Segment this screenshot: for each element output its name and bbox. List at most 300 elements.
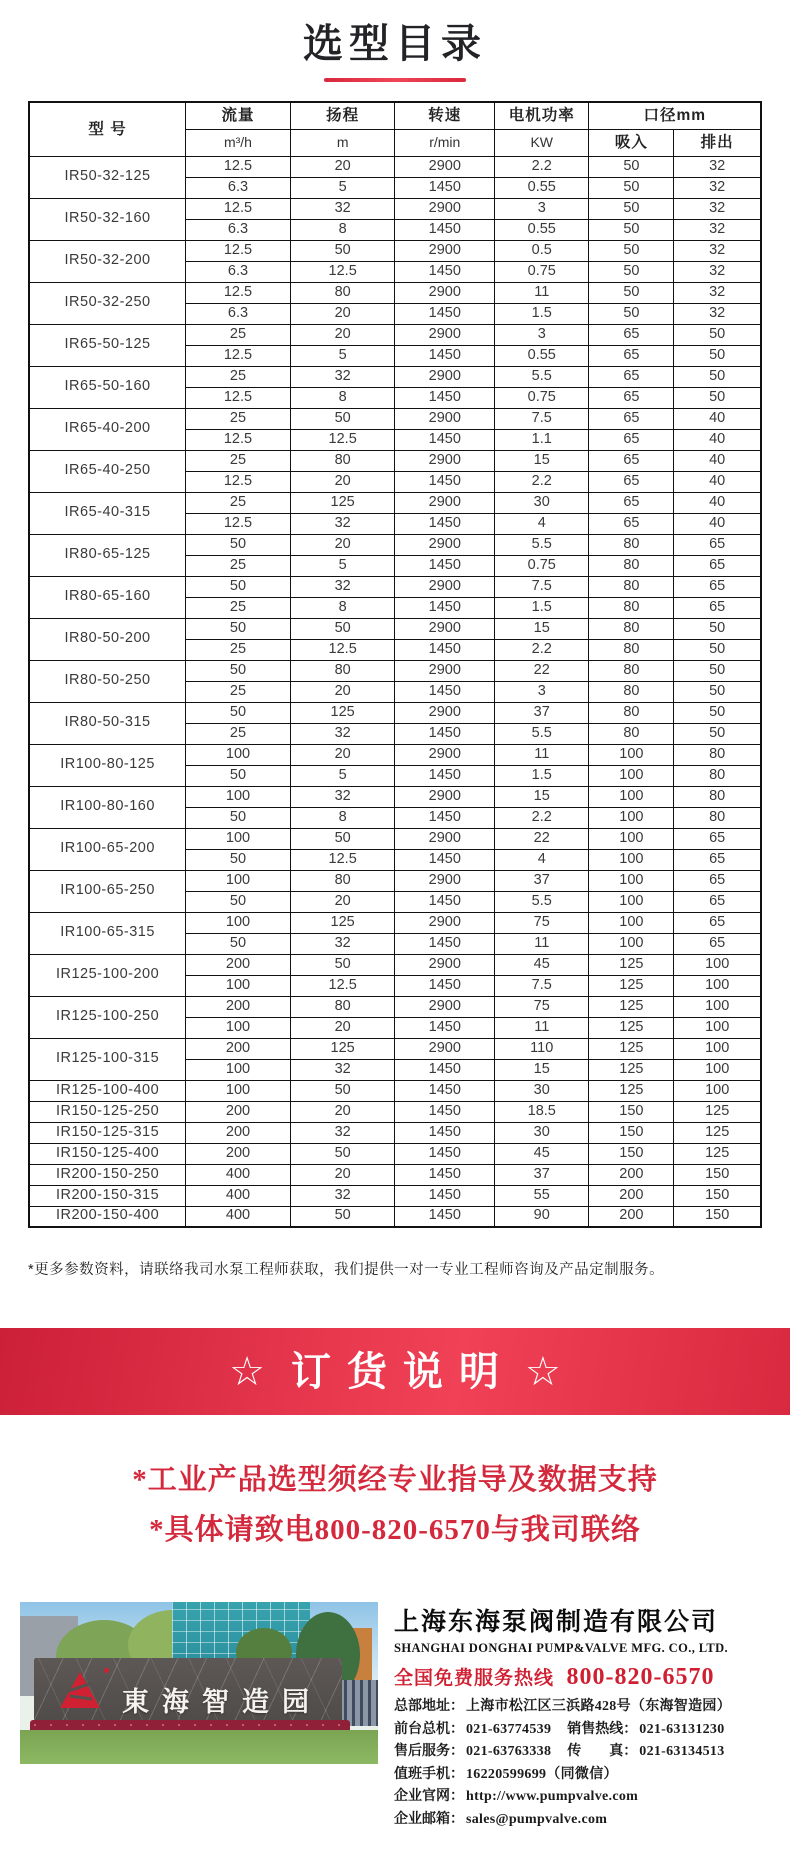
model-cell: IR100-80-125 — [29, 744, 186, 786]
value-cell: 125 — [589, 1080, 674, 1101]
value-cell: 50 — [290, 828, 395, 849]
value-cell: 32 — [290, 513, 395, 534]
value-cell: 1450 — [395, 387, 495, 408]
value-cell: 6.3 — [186, 303, 291, 324]
contact-label: 企业邮箱： — [394, 1811, 464, 1827]
value-cell: 125 — [674, 1143, 761, 1164]
value-cell: 12.5 — [290, 429, 395, 450]
value-cell: 45 — [495, 1143, 589, 1164]
value-cell: 80 — [290, 282, 395, 303]
title-underline — [324, 78, 466, 82]
value-cell: 90 — [495, 1206, 589, 1227]
value-cell: 1450 — [395, 1101, 495, 1122]
value-cell: 11 — [495, 1017, 589, 1038]
value-cell: 5.5 — [495, 534, 589, 555]
star-icon: ☆ — [229, 1349, 265, 1394]
value-cell: 1450 — [395, 891, 495, 912]
value-cell: 100 — [589, 744, 674, 765]
value-cell: 50 — [674, 387, 761, 408]
value-cell: 1450 — [395, 1164, 495, 1185]
value-cell: 12.5 — [186, 429, 291, 450]
value-cell: 65 — [674, 849, 761, 870]
contact-value: 021-63131230 — [639, 1721, 725, 1737]
value-cell: 200 — [186, 1038, 291, 1059]
value-cell: 75 — [495, 912, 589, 933]
value-cell: 50 — [186, 660, 291, 681]
value-cell: 65 — [674, 597, 761, 618]
value-cell: 100 — [674, 1017, 761, 1038]
value-cell: 50 — [290, 408, 395, 429]
value-cell: 125 — [589, 975, 674, 996]
model-cell: IR125-100-200 — [29, 954, 186, 996]
value-cell: 11 — [495, 933, 589, 954]
header-power: 电机功率 — [495, 102, 589, 129]
value-cell: 2900 — [395, 786, 495, 807]
table-row — [29, 702, 761, 723]
value-cell: 2900 — [395, 702, 495, 723]
value-cell: 2900 — [395, 198, 495, 219]
value-cell: 50 — [290, 240, 395, 261]
value-cell: 0.55 — [495, 177, 589, 198]
value-cell: 30 — [495, 1122, 589, 1143]
value-cell: 20 — [290, 156, 395, 177]
model-cell: IR50-32-250 — [29, 282, 186, 324]
value-cell: 1.5 — [495, 597, 589, 618]
value-cell: 1450 — [395, 429, 495, 450]
value-cell: 37 — [495, 702, 589, 723]
contact-value: http://www.pumpvalve.com — [466, 1789, 639, 1804]
value-cell: 40 — [674, 471, 761, 492]
value-cell: 32 — [674, 261, 761, 282]
order-banner-label: 订货说明 — [291, 1349, 515, 1394]
table-row — [29, 828, 761, 849]
value-cell: 80 — [674, 807, 761, 828]
header-discharge: 排出 — [674, 129, 761, 156]
value-cell: 2900 — [395, 954, 495, 975]
value-cell: 5.5 — [495, 891, 589, 912]
value-cell: 1450 — [395, 639, 495, 660]
value-cell: 100 — [589, 828, 674, 849]
value-cell: 5.5 — [495, 723, 589, 744]
value-cell: 1450 — [395, 261, 495, 282]
value-cell: 100 — [186, 1017, 291, 1038]
table-row — [29, 492, 761, 513]
value-cell: 32 — [290, 366, 395, 387]
value-cell: 2900 — [395, 912, 495, 933]
value-cell: 65 — [589, 408, 674, 429]
value-cell: 65 — [589, 429, 674, 450]
value-cell: 5 — [290, 555, 395, 576]
value-cell: 22 — [495, 828, 589, 849]
value-cell: 80 — [589, 681, 674, 702]
value-cell: 1450 — [395, 303, 495, 324]
value-cell: 50 — [186, 933, 291, 954]
value-cell: 75 — [495, 996, 589, 1017]
value-cell: 150 — [674, 1206, 761, 1227]
value-cell: 200 — [186, 996, 291, 1017]
header-flow: 流量 — [186, 102, 291, 129]
value-cell: 25 — [186, 639, 291, 660]
value-cell: 2900 — [395, 450, 495, 471]
contact-line — [394, 1786, 768, 1809]
value-cell: 2900 — [395, 744, 495, 765]
hotline-label: 全国免费服务热线 — [394, 1668, 555, 1689]
value-cell: 40 — [674, 492, 761, 513]
value-cell: 2900 — [395, 408, 495, 429]
value-cell: 65 — [589, 324, 674, 345]
value-cell: 100 — [589, 933, 674, 954]
value-cell: 32 — [674, 198, 761, 219]
value-cell: 2900 — [395, 1038, 495, 1059]
value-cell: 125 — [290, 702, 395, 723]
model-cell: IR200-150-400 — [29, 1206, 186, 1227]
value-cell: 1450 — [395, 723, 495, 744]
table-row — [29, 408, 761, 429]
value-cell: 50 — [674, 618, 761, 639]
order-notes — [0, 1455, 790, 1555]
value-cell: 2900 — [395, 366, 495, 387]
value-cell: 80 — [589, 618, 674, 639]
contact-label: 售后服务： — [394, 1744, 464, 1759]
value-cell: 100 — [186, 870, 291, 891]
value-cell: 32 — [674, 303, 761, 324]
table-row — [29, 1185, 761, 1206]
header-head-unit: m — [290, 129, 395, 156]
value-cell: 2900 — [395, 870, 495, 891]
value-cell: 25 — [186, 450, 291, 471]
value-cell: 2900 — [395, 996, 495, 1017]
model-cell: IR200-150-315 — [29, 1185, 186, 1206]
value-cell: 100 — [589, 765, 674, 786]
value-cell: 15 — [495, 618, 589, 639]
value-cell: 1450 — [395, 555, 495, 576]
value-cell: 4 — [495, 513, 589, 534]
order-banner — [0, 1328, 790, 1415]
value-cell: 50 — [589, 261, 674, 282]
model-cell: IR200-150-250 — [29, 1164, 186, 1185]
value-cell: 1450 — [395, 1185, 495, 1206]
value-cell: 37 — [495, 1164, 589, 1185]
header-suction: 吸入 — [589, 129, 674, 156]
value-cell: 125 — [589, 1059, 674, 1080]
value-cell: 100 — [589, 891, 674, 912]
value-cell: 1450 — [395, 765, 495, 786]
model-cell: IR65-40-200 — [29, 408, 186, 450]
table-body — [29, 156, 761, 1227]
company-name-en: SHANGHAI DONGHAI PUMP&VALVE MFG. CO., LTD. — [394, 1641, 729, 1655]
service-hotline — [394, 1663, 768, 1691]
value-cell: 8 — [290, 807, 395, 828]
value-cell: 15 — [495, 1059, 589, 1080]
value-cell: 20 — [290, 1164, 395, 1185]
value-cell: 1450 — [395, 513, 495, 534]
table-row — [29, 156, 761, 177]
value-cell: 20 — [290, 303, 395, 324]
value-cell: 32 — [290, 723, 395, 744]
value-cell: 25 — [186, 723, 291, 744]
value-cell: 25 — [186, 681, 291, 702]
value-cell: 65 — [589, 345, 674, 366]
contact-line — [394, 1764, 768, 1787]
value-cell: 65 — [674, 576, 761, 597]
value-cell: 12.5 — [186, 240, 291, 261]
table-header-row-1 — [29, 102, 761, 129]
value-cell: 32 — [674, 156, 761, 177]
value-cell: 100 — [674, 1038, 761, 1059]
value-cell: 80 — [674, 765, 761, 786]
value-cell: 100 — [589, 912, 674, 933]
table-row — [29, 996, 761, 1017]
value-cell: 2900 — [395, 618, 495, 639]
table-header — [29, 102, 761, 156]
value-cell: 20 — [290, 1017, 395, 1038]
contact-value: 021-63134513 — [639, 1744, 725, 1759]
value-cell: 40 — [674, 450, 761, 471]
value-cell: 11 — [495, 744, 589, 765]
contact-line — [394, 1809, 768, 1832]
value-cell: 1.5 — [495, 765, 589, 786]
value-cell: 50 — [290, 1143, 395, 1164]
value-cell: 125 — [290, 1038, 395, 1059]
table-row — [29, 366, 761, 387]
table-row — [29, 282, 761, 303]
value-cell: 65 — [674, 555, 761, 576]
table-row — [29, 870, 761, 891]
value-cell: 400 — [186, 1185, 291, 1206]
value-cell: 8 — [290, 597, 395, 618]
value-cell: 65 — [589, 366, 674, 387]
model-cell: IR125-100-400 — [29, 1080, 186, 1101]
value-cell: 50 — [674, 345, 761, 366]
value-cell: 65 — [589, 492, 674, 513]
value-cell: 80 — [674, 744, 761, 765]
park-sign-text: 東海智造园 — [122, 1687, 322, 1717]
value-cell: 50 — [290, 1206, 395, 1227]
value-cell: 2900 — [395, 324, 495, 345]
table-row — [29, 912, 761, 933]
value-cell: 50 — [589, 303, 674, 324]
value-cell: 125 — [589, 1017, 674, 1038]
value-cell: 50 — [186, 849, 291, 870]
value-cell: 20 — [290, 891, 395, 912]
value-cell: 100 — [674, 996, 761, 1017]
value-cell: 100 — [674, 1080, 761, 1101]
value-cell: 40 — [674, 513, 761, 534]
model-cell: IR80-65-160 — [29, 576, 186, 618]
value-cell: 80 — [589, 639, 674, 660]
value-cell: 32 — [674, 282, 761, 303]
value-cell: 65 — [674, 870, 761, 891]
contact-value: sales@pumpvalve.com — [466, 1811, 608, 1827]
value-cell: 25 — [186, 408, 291, 429]
value-cell: 125 — [589, 1038, 674, 1059]
contact-value: 021-63763338 — [466, 1744, 552, 1759]
value-cell: 100 — [186, 1059, 291, 1080]
value-cell: 200 — [186, 1101, 291, 1122]
table-row — [29, 324, 761, 345]
value-cell: 1450 — [395, 933, 495, 954]
star-icon: ☆ — [525, 1349, 561, 1394]
value-cell: 50 — [290, 618, 395, 639]
value-cell: 50 — [186, 702, 291, 723]
value-cell: 125 — [290, 912, 395, 933]
value-cell: 200 — [589, 1206, 674, 1227]
value-cell: 20 — [290, 534, 395, 555]
contact-label: 企业官网： — [394, 1789, 464, 1804]
value-cell: 200 — [589, 1185, 674, 1206]
value-cell: 20 — [290, 471, 395, 492]
value-cell: 1450 — [395, 471, 495, 492]
value-cell: 100 — [186, 744, 291, 765]
value-cell: 0.75 — [495, 555, 589, 576]
value-cell: 37 — [495, 870, 589, 891]
value-cell: 100 — [186, 1080, 291, 1101]
model-cell: IR80-50-315 — [29, 702, 186, 744]
value-cell: 65 — [674, 891, 761, 912]
value-cell: 80 — [290, 450, 395, 471]
value-cell: 125 — [674, 1122, 761, 1143]
contact-label: 总部地址： — [394, 1699, 464, 1714]
value-cell: 100 — [674, 975, 761, 996]
header-diameter: 口径mm — [589, 102, 761, 129]
table-row — [29, 1143, 761, 1164]
model-cell: IR150-125-400 — [29, 1143, 186, 1164]
title-section — [0, 0, 790, 82]
value-cell: 125 — [674, 1101, 761, 1122]
model-cell: IR80-50-250 — [29, 660, 186, 702]
value-cell: 2900 — [395, 660, 495, 681]
value-cell: 5 — [290, 177, 395, 198]
value-cell: 1450 — [395, 807, 495, 828]
value-cell: 50 — [186, 807, 291, 828]
value-cell: 6.3 — [186, 219, 291, 240]
value-cell: 32 — [674, 219, 761, 240]
value-cell: 40 — [674, 408, 761, 429]
model-cell: IR100-65-315 — [29, 912, 186, 954]
value-cell: 20 — [290, 1101, 395, 1122]
value-cell: 3 — [495, 681, 589, 702]
value-cell: 2900 — [395, 240, 495, 261]
contact-list — [394, 1696, 768, 1831]
value-cell: 65 — [674, 912, 761, 933]
value-cell: 55 — [495, 1185, 589, 1206]
model-cell: IR125-100-315 — [29, 1038, 186, 1080]
value-cell: 2.2 — [495, 156, 589, 177]
value-cell: 80 — [290, 996, 395, 1017]
contact-label: 值班手机： — [394, 1766, 464, 1782]
value-cell: 8 — [290, 219, 395, 240]
value-cell: 1450 — [395, 177, 495, 198]
model-cell: IR50-32-160 — [29, 198, 186, 240]
value-cell: 50 — [674, 723, 761, 744]
value-cell: 1450 — [395, 345, 495, 366]
value-cell: 20 — [290, 681, 395, 702]
model-cell: IR65-40-315 — [29, 492, 186, 534]
value-cell: 50 — [186, 765, 291, 786]
value-cell: 7.5 — [495, 576, 589, 597]
value-cell: 25 — [186, 597, 291, 618]
value-cell: 80 — [589, 576, 674, 597]
value-cell: 32 — [290, 576, 395, 597]
value-cell: 80 — [589, 597, 674, 618]
value-cell: 0.55 — [495, 219, 589, 240]
value-cell: 20 — [290, 324, 395, 345]
value-cell: 65 — [589, 471, 674, 492]
value-cell: 12.5 — [290, 975, 395, 996]
value-cell: 100 — [589, 807, 674, 828]
value-cell: 7.5 — [495, 975, 589, 996]
value-cell: 1450 — [395, 1122, 495, 1143]
value-cell: 80 — [589, 702, 674, 723]
contact-value: 16220599699（同微信） — [466, 1766, 618, 1782]
value-cell: 2900 — [395, 156, 495, 177]
value-cell: 20 — [290, 744, 395, 765]
value-cell: 50 — [589, 156, 674, 177]
header-model: 型 号 — [29, 102, 186, 156]
selection-table-wrap — [28, 101, 762, 1228]
value-cell: 18.5 — [495, 1101, 589, 1122]
contact-line — [394, 1741, 768, 1764]
value-cell: 12.5 — [290, 849, 395, 870]
value-cell: 1450 — [395, 1206, 495, 1227]
value-cell: 100 — [186, 786, 291, 807]
value-cell: 1450 — [395, 219, 495, 240]
order-note-1: *工业产品选型须经专业指导及数据支持 — [132, 1464, 658, 1496]
table-row — [29, 240, 761, 261]
value-cell: 40 — [674, 429, 761, 450]
value-cell: 3 — [495, 198, 589, 219]
value-cell: 200 — [186, 1143, 291, 1164]
value-cell: 7.5 — [495, 408, 589, 429]
value-cell: 65 — [674, 933, 761, 954]
value-cell: 2900 — [395, 534, 495, 555]
value-cell: 1450 — [395, 681, 495, 702]
value-cell: 32 — [674, 240, 761, 261]
value-cell: 80 — [674, 786, 761, 807]
contact-label: 前台总机： — [394, 1721, 464, 1737]
model-cell: IR80-65-125 — [29, 534, 186, 576]
model-cell: IR65-50-160 — [29, 366, 186, 408]
value-cell: 25 — [186, 324, 291, 345]
value-cell: 12.5 — [290, 639, 395, 660]
value-cell: 11 — [495, 282, 589, 303]
selection-table — [28, 101, 762, 1228]
table-row — [29, 198, 761, 219]
table-row — [29, 618, 761, 639]
order-note-2: *具体请致电800-820-6570与我司联络 — [149, 1514, 641, 1546]
value-cell: 200 — [186, 1122, 291, 1143]
value-cell: 100 — [186, 975, 291, 996]
registered-dot-icon — [104, 1668, 109, 1673]
model-cell: IR150-125-315 — [29, 1122, 186, 1143]
value-cell: 50 — [674, 702, 761, 723]
value-cell: 400 — [186, 1164, 291, 1185]
header-flow-unit: m³/h — [186, 129, 291, 156]
value-cell: 12.5 — [186, 198, 291, 219]
table-row — [29, 1122, 761, 1143]
value-cell: 12.5 — [186, 345, 291, 366]
value-cell: 100 — [186, 828, 291, 849]
value-cell: 80 — [589, 555, 674, 576]
value-cell: 32 — [290, 786, 395, 807]
value-cell: 12.5 — [186, 282, 291, 303]
contact-label: 传 真： — [567, 1744, 638, 1759]
contact-line — [394, 1719, 768, 1742]
value-cell: 1450 — [395, 849, 495, 870]
value-cell: 1450 — [395, 1017, 495, 1038]
value-cell: 32 — [674, 177, 761, 198]
value-cell: 150 — [674, 1164, 761, 1185]
